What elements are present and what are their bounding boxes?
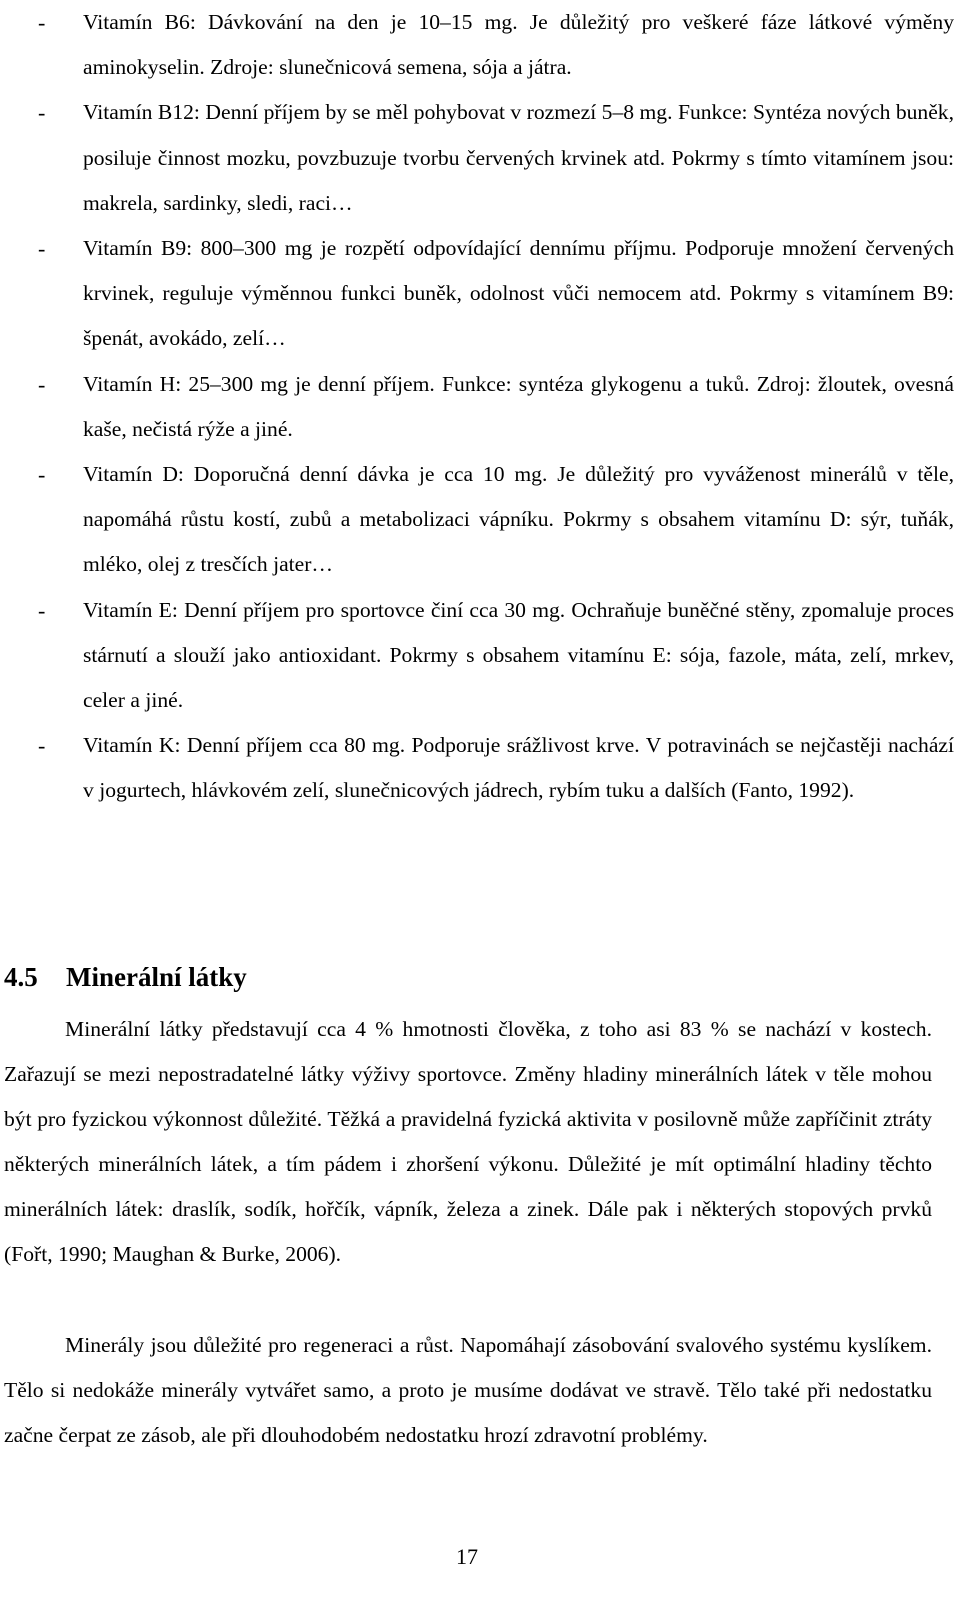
body-paragraph: Minerální látky představují cca 4 % hmotnosti člověka, z toho asi 83 % se nachází v kostech. Zařazují se mezi nepostradatelné látky výživy sportovce. Změny hladiny minerálních látek v těle mohou být pro fyzickou výkonnost důležité. Těžká a pravidelná fyzická aktivita v posilovně může zapříčinit ztráty některých minerálních látek, a tím pádem i zhoršení výkonu. Důležité je mít optimální hladiny těchto minerálních látek: draslík, sodík, hořčík, vápník, železa a zinek. Dále pak i některých stopových prvků (Fořt, 1990; Maughan & Burke, 2006).	[4, 1017, 932, 1266]
list-item	[0, 452, 960, 588]
list-item	[0, 723, 960, 813]
section-title: Minerální látky	[66, 962, 247, 992]
list-dash: -	[38, 236, 46, 262]
section-heading	[4, 955, 247, 999]
body-paragraph: Minerály jsou důležité pro regeneraci a růst. Napomáhají zásobování svalového systému kyslíkem. Tělo si nedokáže minerály vytvářet samo, a proto je musíme dodávat ve stravě. Tělo také při nedostatku začne čerpat ze zásob, ale při dlouhodobém nedostatku hrozí zdravotní problémy.	[4, 1333, 932, 1447]
list-dash: -	[38, 733, 46, 759]
list-item-text: Vitamín K: Denní příjem cca 80 mg. Podporuje srážlivost krve. V potravinách se nejčastěji nachází v jogurtech, hlávkovém zelí, slunečnicových jádrech, rybím tuku a dalších (Fanto, 1992).	[83, 733, 954, 803]
list-item-text: Vitamín D: Doporučná denní dávka je cca 10 mg. Je důležitý pro vyváženost minerálů v těle, napomáhá růstu kostí, zubů a metabolizaci vápníku. Pokrmy s obsahem vitamínu D: sýr, tuňák, mléko, olej z tresčích jater…	[83, 462, 954, 577]
list-dash: -	[38, 371, 46, 397]
list-dash: -	[38, 100, 46, 126]
list-item	[0, 0, 960, 90]
list-item-text: Vitamín B12: Denní příjem by se měl pohybovat v rozmezí 5–8 mg. Funkce: Syntéza nových buněk, posiluje činnost mozku, povzbuzuje tvorbu červených krvinek atd. Pokrmy s tímto vitamínem jsou: makrela, sardinky, sledi, raci…	[83, 100, 954, 215]
list-item-text: Vitamín B9: 800–300 mg je rozpětí odpovídající dennímu příjmu. Podporuje množení červených krvinek, reguluje výměnnou funkci buněk, odolnost vůči nemocem atd. Pokrmy s vitamínem B9: špenát, avokádo, zelí…	[83, 236, 954, 351]
list-item-text: Vitamín E: Denní příjem pro sportovce činí cca 30 mg. Ochraňuje buněčné stěny, zpomaluje proces stárnutí a slouží jako antioxidant. Pokrmy s obsahem vitamínu E: sója, fazole, máta, zelí, mrkev, celer a jiné.	[83, 597, 954, 713]
list-item	[0, 588, 960, 724]
list-item	[0, 226, 960, 362]
list-item-text: Vitamín H: 25–300 mg je denní příjem. Funkce: syntéza glykogenu a tuků. Zdroj: žloutek, ovesná kaše, nečistá rýže a jiné.	[83, 371, 954, 441]
list-item-text: Vitamín B6: Dávkování na den je 10–15 mg. Je důležitý pro veškeré fáze látkové výměny aminokyselin. Zdroje: slunečnicová semena, sója a játra.	[83, 10, 954, 80]
list-item	[0, 90, 960, 226]
list-dash: -	[38, 10, 46, 35]
page-number: 17	[456, 1544, 478, 1569]
section-number: 4.5	[4, 962, 38, 992]
list-dash: -	[38, 597, 46, 623]
list-dash: -	[38, 462, 46, 488]
list-item	[0, 362, 960, 452]
